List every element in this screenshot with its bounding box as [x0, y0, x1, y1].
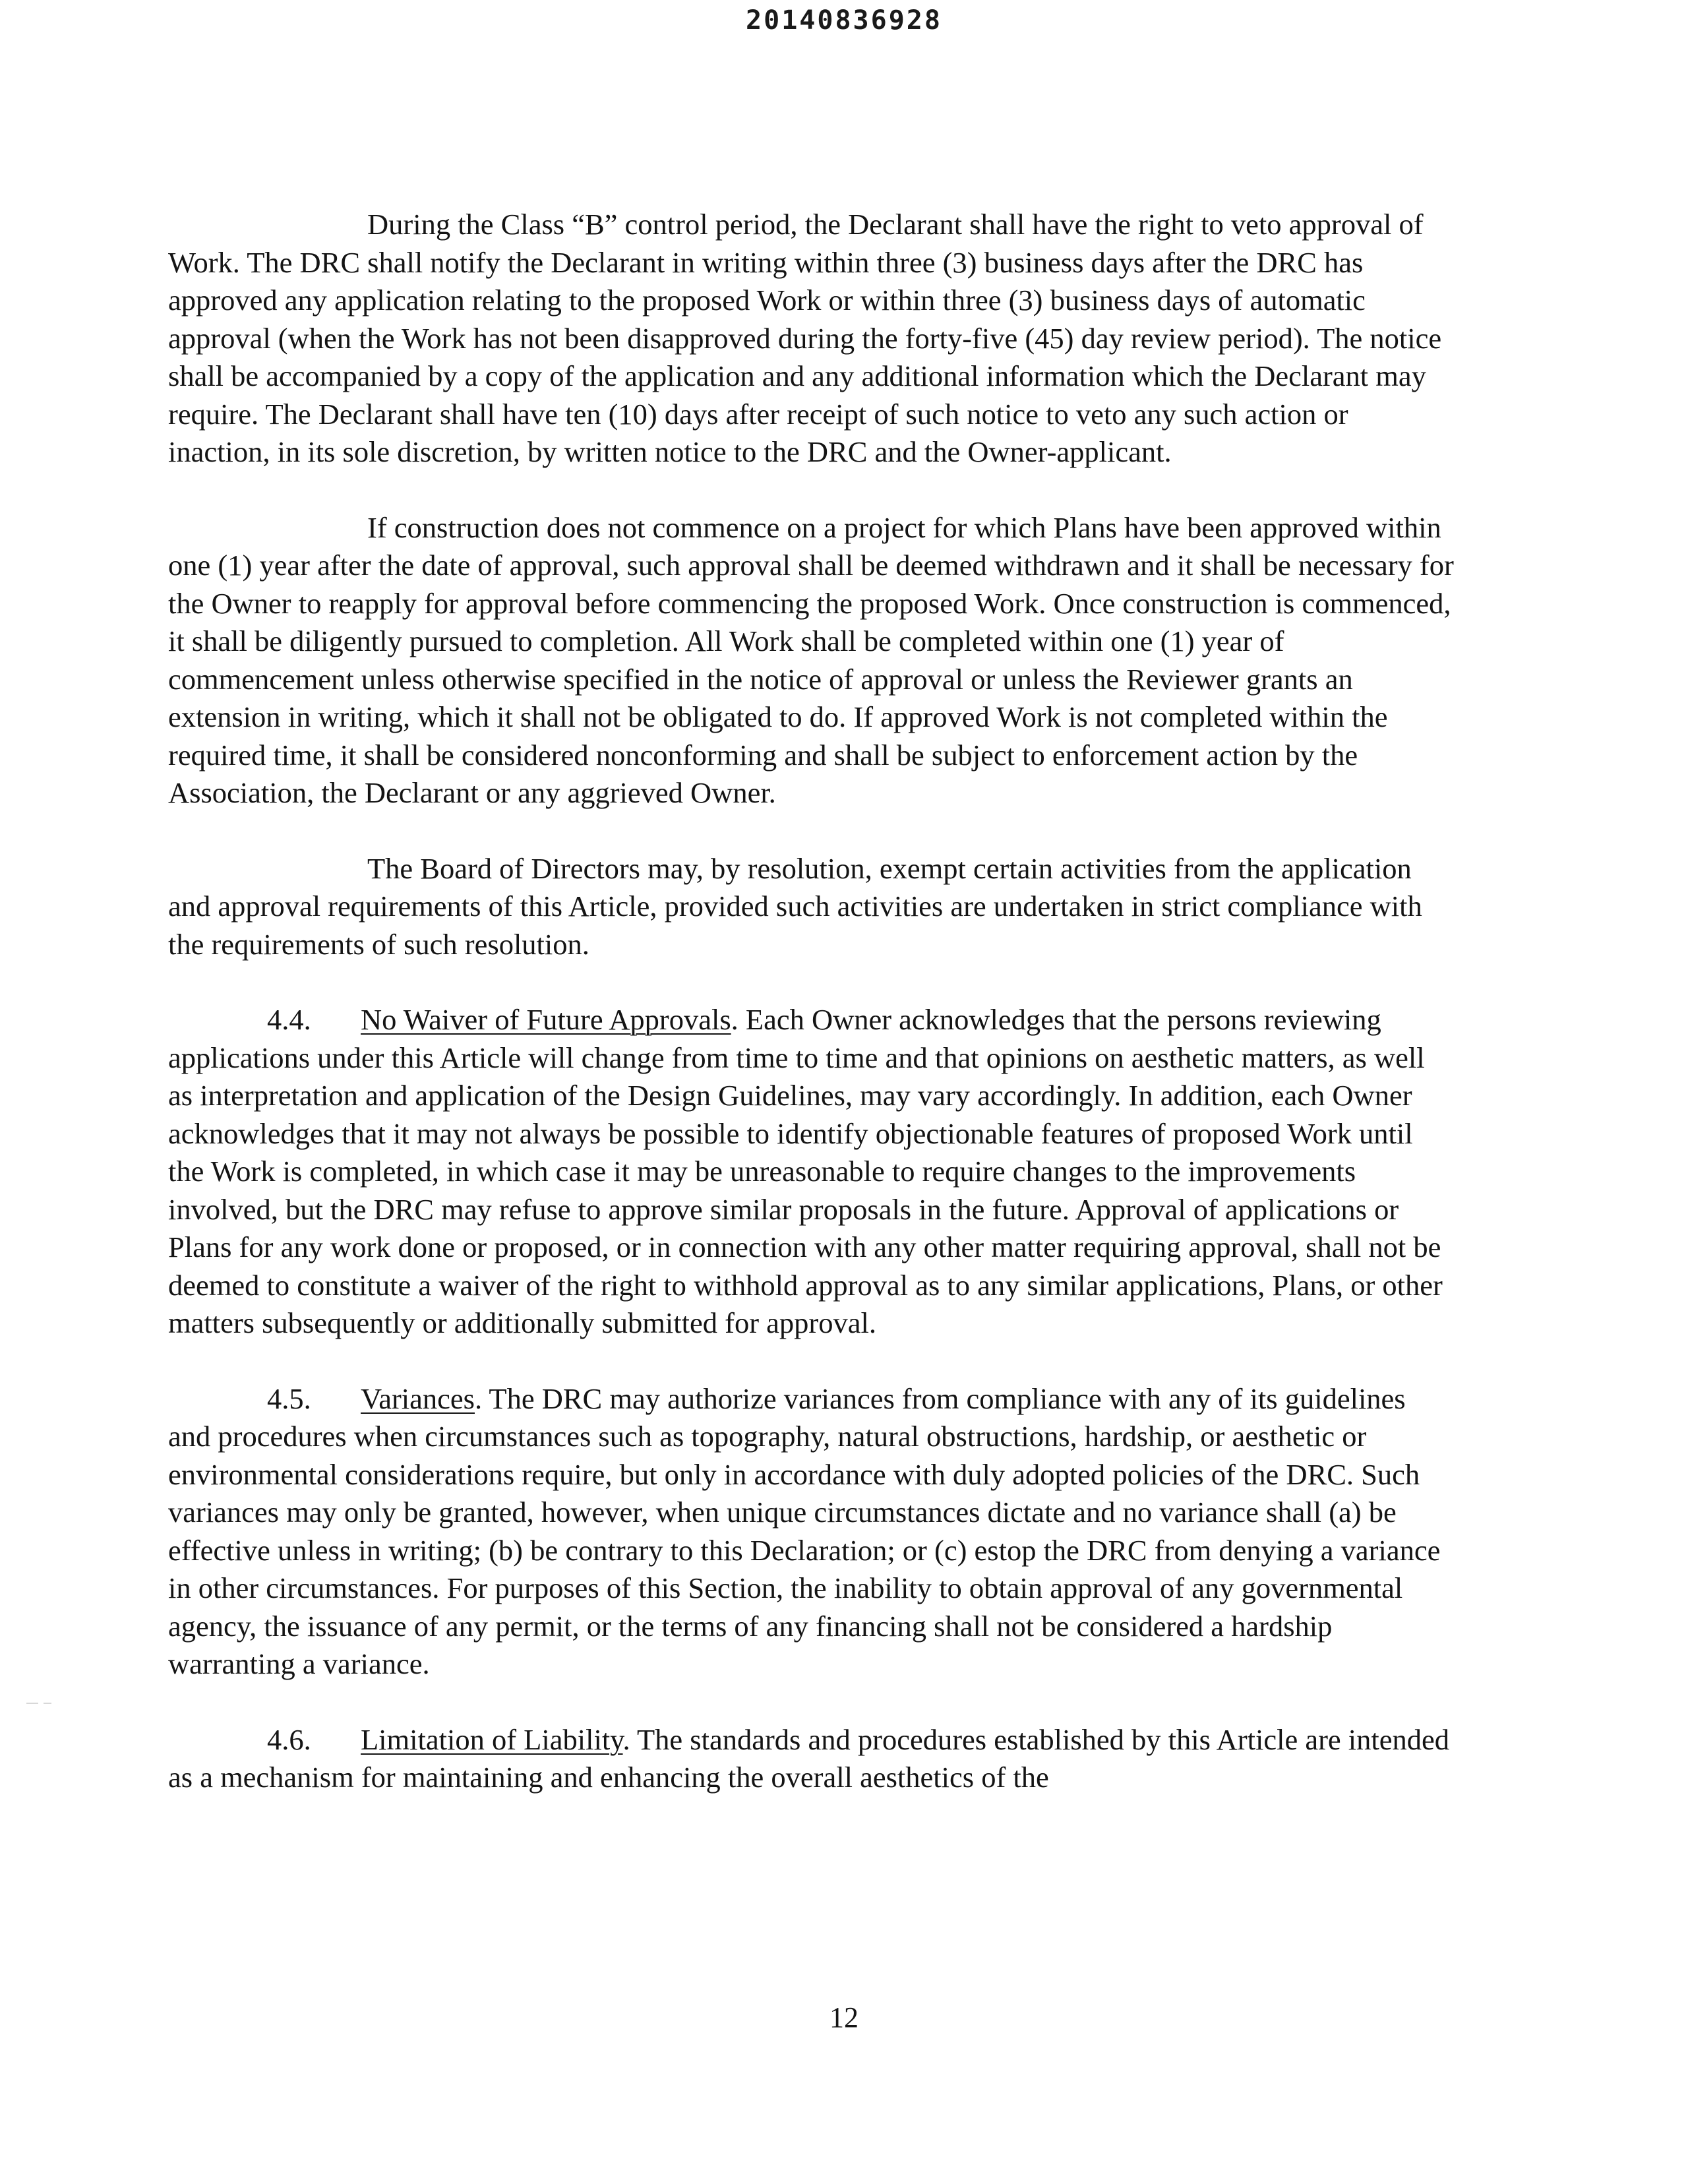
document-number: 20140836928	[746, 5, 942, 36]
section-text: . The standards and procedures established by this Article are intended as a mechanism for maintaining and enhancing the overall aesthetics of the	[168, 1722, 1449, 1794]
section-number: 4.5.	[267, 1381, 311, 1415]
section-number: 4.6.	[267, 1722, 311, 1756]
paragraph-construction-commencement: If construction does not commence on a project for which Plans have been approved within one (1) year after the date of approval, such approval shall be deemed withdrawn and it shall be necessary for the Owner to reapply for approval before commencing the proposed Work. Once construction is commenced, it shall be diligently pursued to completion. All Work shall be completed within one (1) year of commencement unless otherwise specified in the notice of approval or unless the Reviewer grants an extension in writing, which it shall not be obligated to do. If approved Work is not completed within the required time, it shall be considered nonconforming and shall be subject to enforcement action by the Association, the Declarant or any aggrieved Owner.	[168, 510, 1454, 809]
section-text: . The DRC may authorize variances from compliance with any of its guidelines and procedures when circumstances such as topography, natural obstructions, hardship, or aesthetic or environmental considerations require, but only in accordance with duly adopted policies of the DRC. Such variances may only be granted, however, when unique circumstances dictate and no variance shall (a) be effective unless in writing; (b) be contrary to this Declaration; or (c) estop the DRC from denying a variance in other circumstances. For purposes of this Section, the inability to obtain approval of any governmental agency, the issuance of any permit, or the terms of any financing shall not be considered a hardship warranting a variance.	[168, 1381, 1441, 1680]
section-4-6	[168, 1721, 1454, 1797]
section-text: . Each Owner acknowledges that the persons reviewing applications under this Article will change from time to time and that opinions on aesthetic matters, as well as interpretation and application of the Design Guidelines, may vary accordingly. In addition, each Owner acknowledges that it may not always be possible to identify objectionable features of proposed Work until the Work is completed, in which case it may be unreasonable to require changes to the improvements involved, but the DRC may refuse to approve similar proposals in the future. Approval of applications or Plans for any work done or proposed, or in connection with any other matter requiring approval, shall not be deemed to constitute a waiver of the right to withhold approval as to any similar applications, Plans, or other matters subsequently or additionally submitted for approval.	[168, 1003, 1443, 1339]
scan-artifact	[26, 1703, 38, 1704]
section-title: Limitation of Liability	[361, 1722, 623, 1756]
paragraph-board-exemption: The Board of Directors may, by resolution, exempt certain activities from the application and approval requirements of this Article, provided such activities are undertaken in strict compliance with the requirements of such resolution.	[168, 851, 1422, 961]
section-title: Variances	[361, 1381, 475, 1415]
section-number: 4.4.	[267, 1003, 311, 1036]
paragraph-declarant-veto: During the Class “B” control period, the Declarant shall have the right to veto approval of Work. The DRC shall notify the Declarant in writing within three (3) business days after the DRC has approved any application relating to the proposed Work or within three (3) business days of automatic approval (when the Work has not been disapproved during the forty-five (45) day review period). The notice shall be accompanied by a copy of the application and any additional information which the Declarant may require. The Declarant shall have ten (10) days after receipt of such notice to veto any such action or inaction, in its sole discretion, by written notice to the DRC and the Owner-applicant.	[168, 208, 1442, 468]
section-4-4	[168, 1001, 1454, 1343]
scan-artifact	[44, 1703, 51, 1704]
section-title: No Waiver of Future Approvals	[361, 1003, 731, 1036]
page-number: 12	[829, 2001, 859, 2034]
document-body	[168, 206, 1454, 1835]
section-4-5	[168, 1380, 1454, 1684]
